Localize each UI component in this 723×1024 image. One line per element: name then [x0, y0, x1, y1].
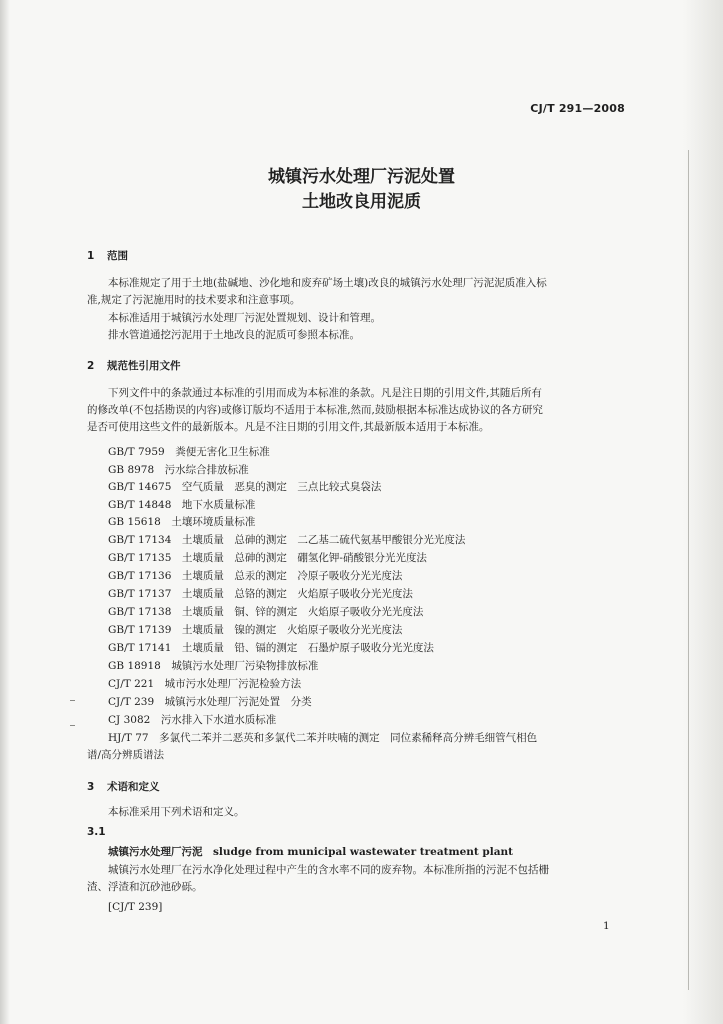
reference-code: GB 15618 [108, 516, 161, 528]
scan-edge-left [0, 0, 10, 1024]
reference-item [108, 676, 301, 691]
reference-item-hj-t-77 [87, 730, 622, 764]
scan-mark [70, 700, 75, 701]
paragraph-line: 谱/高分辨质谱法 [87, 749, 165, 761]
paragraph-line: 是否可使用这些文件的最新版本。凡是不注日期的引用文件,其最新版本适用于本标准。 [87, 421, 490, 433]
reference-code: GB/T 17136 [108, 570, 172, 582]
term-english: sludge from municipal wastewater treatment plant [213, 846, 514, 858]
term-number: 3.1 [87, 826, 106, 838]
reference-title: 土壤质量 总铬的测定 火焰原子吸收分光光度法 [181, 588, 413, 600]
reference-code: GB/T 17134 [108, 534, 172, 546]
section-number: 2 [87, 360, 95, 372]
reference-title: 污水排入下水道水质标准 [160, 714, 277, 726]
section-number: 3 [87, 781, 95, 793]
reference-item [108, 479, 381, 494]
reference-code: GB/T 17139 [108, 624, 172, 636]
reference-item [108, 586, 413, 601]
term-heading [87, 844, 622, 861]
paragraph-line: 本标准适用于城镇污水处理厂污泥处置规划、设计和管理。 [108, 312, 381, 324]
reference-code: GB/T 17141 [108, 642, 172, 654]
reference-title: 土壤质量 总砷的测定 二乙基二硫代氨基甲酸银分光光度法 [181, 534, 466, 546]
reference-item [108, 462, 249, 477]
reference-title: 地下水质量标准 [181, 499, 256, 511]
reference-item [108, 640, 434, 655]
paragraph-line: 的修改单(不包括勘误的内容)或修订版均不适用于本标准,然而,鼓励根据本标准达成协议的各方研究 [87, 404, 543, 416]
reference-code: CJ/T 221 [108, 678, 155, 690]
term-definition [87, 862, 622, 896]
term-chinese: 城镇污水处理厂污泥 [108, 846, 203, 858]
reference-code: GB 18918 [108, 660, 161, 672]
section-title: 范围 [107, 250, 128, 262]
reference-code: GB/T 17135 [108, 552, 172, 564]
reference-title: 粪便无害化卫生标准 [175, 446, 270, 458]
reference-title: 城市污水处理厂污泥检验方法 [164, 678, 302, 690]
section-title: 术语和定义 [107, 781, 160, 793]
reference-item [108, 532, 465, 547]
section-2-heading [87, 358, 181, 373]
reference-code: GB/T 7959 [108, 446, 165, 458]
reference-code: GB/T 17138 [108, 606, 172, 618]
section-1-paragraph-2 [87, 310, 622, 327]
section-1-paragraph-1 [87, 275, 622, 309]
reference-code: GB/T 17137 [108, 588, 172, 600]
reference-code: GB/T 14848 [108, 499, 172, 511]
reference-title: 城镇污水处理厂污泥处置 分类 [164, 696, 312, 708]
paragraph-line: 渣、浮渣和沉砂池砂砾。 [87, 881, 203, 893]
reference-item [108, 514, 255, 529]
term-source [87, 899, 622, 916]
reference-item [108, 712, 276, 727]
section-3-intro [87, 804, 622, 821]
page-number: 1 [603, 920, 610, 932]
scan-fold-line [688, 150, 689, 990]
section-number: 1 [87, 250, 95, 262]
section-3-heading [87, 779, 160, 794]
reference-title: 空气质量 恶臭的测定 三点比较式臭袋法 [181, 481, 382, 493]
section-1-paragraph-3 [87, 327, 622, 344]
source-reference: [CJ/T 239] [108, 901, 163, 913]
reference-title: 土壤质量 铜、锌的测定 火焰原子吸收分光光度法 [181, 606, 424, 618]
reference-item [108, 550, 427, 565]
paragraph-line: 本标准规定了用于土地(盐碱地、沙化地和废弃矿场土壤)改良的城镇污水处理厂污泥泥质准入标 [108, 277, 547, 289]
reference-title: 土壤质量 总汞的测定 冷原子吸收分光光度法 [181, 570, 403, 582]
reference-item [108, 658, 318, 673]
reference-code: GB/T 14675 [108, 481, 172, 493]
reference-title: 土壤质量 铅、镉的测定 石墨炉原子吸收分光光度法 [181, 642, 434, 654]
reference-item [108, 497, 255, 512]
reference-code: CJ/T 239 [108, 696, 155, 708]
scan-edge-right [683, 0, 723, 1024]
scan-mark [70, 725, 75, 726]
title-line-1: 城镇污水处理厂污泥处置 [268, 167, 455, 187]
title-line-2: 土地改良用泥质 [302, 192, 421, 212]
reference-title: 城镇污水处理厂污染物排放标准 [171, 660, 319, 672]
reference-item [108, 604, 423, 619]
reference-item [108, 622, 402, 637]
reference-title: 土壤质量 镍的测定 火焰原子吸收分光光度法 [181, 624, 403, 636]
reference-title: 土壤环境质量标准 [171, 516, 256, 528]
reference-code: CJ 3082 [108, 714, 151, 726]
paragraph-line: 下列文件中的条款通过本标准的引用而成为本标准的条款。凡是注日期的引用文件,其随后所有 [108, 387, 542, 399]
reference-item [108, 694, 312, 709]
paragraph-line: 本标准采用下列术语和定义。 [108, 806, 245, 818]
paragraph-line: HJ/T 77 多氯代二苯并二恶英和多氯代二苯并呋喃的测定 同位素稀释高分辨毛细管气相色 [108, 732, 538, 744]
reference-item [108, 444, 270, 459]
section-1-heading [87, 248, 128, 263]
standard-code: CJ/T 291—2008 [530, 102, 625, 115]
reference-code: GB 8978 [108, 464, 155, 476]
paragraph-line: 准,规定了污泥施用时的技术要求和注意事项。 [87, 294, 301, 306]
reference-item [108, 568, 402, 583]
paragraph-line: 排水管道通挖污泥用于土地改良的泥质可参照本标准。 [108, 329, 360, 341]
reference-title: 污水综合排放标准 [164, 464, 249, 476]
reference-title: 土壤质量 总砷的测定 硼氢化钾-硝酸银分光光度法 [181, 552, 427, 564]
section-title: 规范性引用文件 [107, 360, 181, 372]
paragraph-line: 城镇污水处理厂在污水净化处理过程中产生的含水率不同的废弃物。本标准所指的污泥不包括栅 [108, 864, 549, 876]
section-2-paragraph-1 [87, 385, 622, 436]
